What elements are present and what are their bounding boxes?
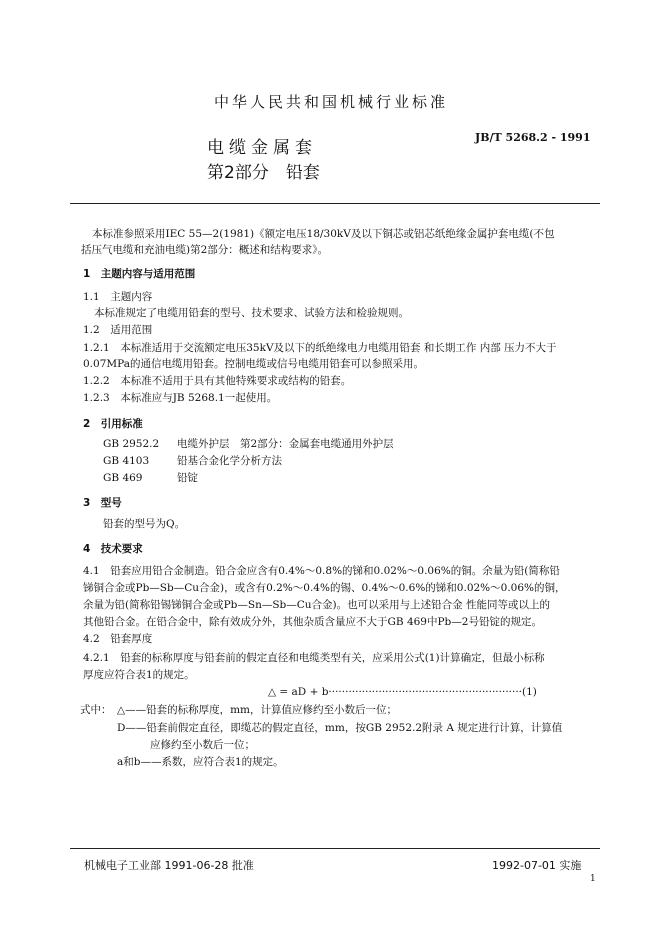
definition-d-line2: 应修约至小数后一位； xyxy=(150,739,255,751)
org-title: 中华人民共和国机械行业标准 xyxy=(213,93,448,111)
section-4-1-line4: 其他铅合金。在铅合金中，除有效成分外，其他杂质含量应不大于GB 469中Pb—2号铅锭的规定。 xyxy=(83,616,542,628)
section-4-1-line1: 4.1 铅套应用铅合金制造。铅合金应含有0.4%～0.8%的锑和0.02%～0.06%的铜。余量为铅(简称铅 xyxy=(83,565,560,577)
header-rule xyxy=(70,203,600,204)
doc-title-line1: 电缆金属套 xyxy=(207,138,317,158)
section-4-2-1-line1: 4.2.1 铅套的标称厚度与铅套前的假定直径和电缆类型有关，应采用公式(1)计算确定，但最小标称 xyxy=(83,652,545,664)
footer-rule xyxy=(70,848,600,849)
reference-title: 电缆外护层 第2部分：金属套电缆通用外护层 xyxy=(177,438,394,450)
reference-title: 铅基合金化学分析方法 xyxy=(177,455,282,467)
definition-ab: a和b——系数，应符合表1的规定。 xyxy=(117,756,284,768)
section-1-1-heading: 1.1 主题内容 xyxy=(83,291,153,303)
standard-number: JB/T 5268.2 - 1991 xyxy=(475,131,591,144)
approval-text: 机械电子工业部 1991-06-28 批准 xyxy=(84,859,254,872)
section-4-heading: 4 技术要求 xyxy=(83,543,143,555)
section-3-text: 铅套的型号为Q。 xyxy=(103,518,186,530)
reference-title: 铅锭 xyxy=(177,472,198,484)
intro-line2: 括压气电缆和充油电缆)第2部分：概述和结构要求》。 xyxy=(81,244,329,256)
section-1-2-heading: 1.2 适用范围 xyxy=(83,324,153,336)
formula: △ = aD + b··························································(1) xyxy=(268,686,537,698)
page-number: 1 xyxy=(590,874,596,884)
section-4-1-line2: 锑铜合金或Pb—Sb—Cu合金)，或含有0.2%～0.4%的锡、0.4%～0.6%的锑和0.02%～0.06%的铜， xyxy=(83,582,566,594)
reference-code: GB 4103 xyxy=(103,455,150,467)
section-1-2-1-line2: 0.07MPa的通信电缆用铅套。控制电缆或信号电缆用铅套可以参照采用。 xyxy=(83,358,424,370)
section-1-1-text: 本标准规定了电缆用铅套的型号、技术要求、试验方法和检验规则。 xyxy=(94,307,409,319)
section-1-2-1-line1: 1.2.1 本标准适用于交流额定电压35kV及以下的纸绝缘电力电缆用铅套 和长期工作 内部 压力不大于 xyxy=(83,342,557,354)
section-2-heading: 2 引用标准 xyxy=(83,418,143,430)
where-label: 式中： xyxy=(80,704,112,716)
reference-code: GB 469 xyxy=(103,472,143,484)
section-4-2-heading: 4.2 铅套厚度 xyxy=(83,633,153,645)
section-1-heading: 1 主题内容与适用范围 xyxy=(83,268,196,280)
definition-delta: △——铅套的标称厚度，mm，计算值应修约至小数后一位； xyxy=(117,704,397,716)
section-1-2-3: 1.2.3 本标准应与JB 5268.1一起使用。 xyxy=(83,392,278,404)
doc-title-line2: 第2部分 铅套 xyxy=(207,163,320,183)
section-1-2-2: 1.2.2 本标准不适用于具有其他特殊要求或结构的铅套。 xyxy=(83,375,352,387)
definition-d-line1: D——铅套前假定直径，即缆芯的假定直径，mm，按GB 2952.2附录 A 规定进行计算，计算值 xyxy=(117,722,563,734)
section-4-1-line3: 余量为铅(简称铅锡锑铜合金或Pb—Sn—Sb—Cu合金)。也可以采用与上述铅合金 性能同等或以上的 xyxy=(83,599,550,611)
intro-line1: 本标准参照采用IEC 55—2(1981)《额定电压18/30kV及以下铜芯或铝芯纸绝缘金属护套电缆(不包 xyxy=(92,228,555,240)
reference-code: GB 2952.2 xyxy=(103,438,160,450)
section-4-2-1-line2: 厚度应符合表1的规定。 xyxy=(83,669,195,681)
section-3-heading: 3 型号 xyxy=(83,497,122,509)
implementation-text: 1992-07-01 实施 xyxy=(492,859,582,872)
